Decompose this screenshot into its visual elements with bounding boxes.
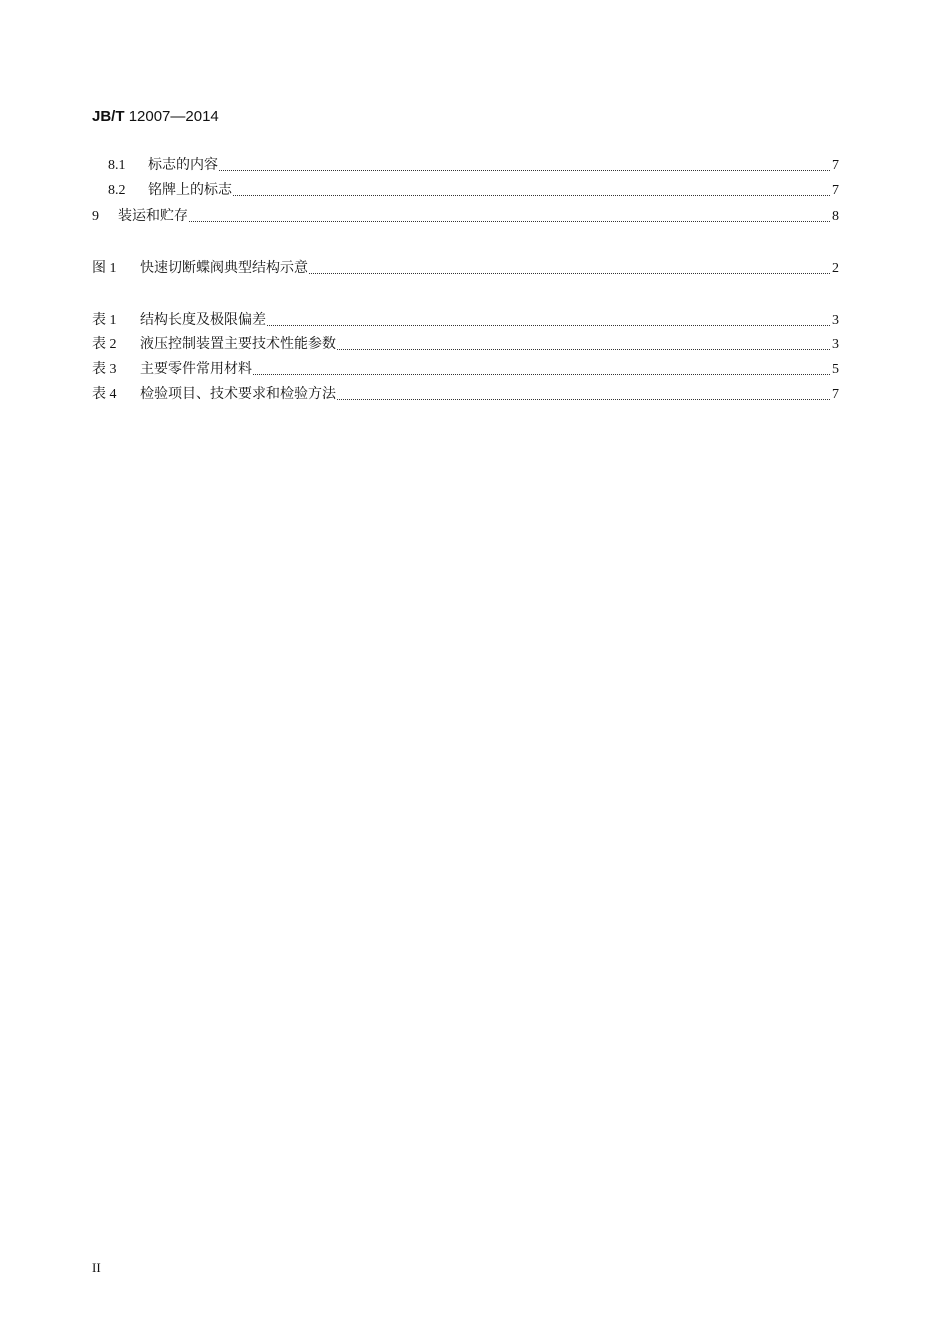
toc-table-3[interactable] [92,359,839,379]
toc-entry-title: 快速切断蝶阀典型结构示意 [140,260,308,276]
toc-entry-number: 表 2 [92,337,117,352]
toc-leader-dots [309,273,830,274]
toc-leader-dots [219,170,830,171]
toc-entry-number: 表 3 [92,362,117,377]
toc-entry-page: 3 [832,337,839,352]
toc-entry-page: 7 [832,158,839,173]
toc-entry-title: 液压控制装置主要技术性能参数 [140,336,336,352]
toc-entry-title: 检验项目、技术要求和检验方法 [140,386,336,402]
toc-entry-title: 标志的内容 [148,157,218,173]
toc-entry-9[interactable] [92,206,839,226]
toc-entry-page: 7 [832,387,839,402]
toc-entry-number: 9 [92,209,99,224]
toc-entry-title: 主要零件常用材料 [140,361,252,377]
toc-entry-number: 表 1 [92,313,117,328]
toc-entry-page: 3 [832,313,839,328]
toc-leader-dots [337,349,830,350]
toc-leader-dots [253,374,830,375]
toc-entry-number: 8.1 [108,158,126,173]
toc-entry-page: 8 [832,209,839,224]
standard-prefix: JB/T [92,108,125,125]
toc-table-2[interactable] [92,334,839,354]
toc-entry-title: 装运和贮存 [118,208,188,224]
toc-entry-page: 7 [832,183,839,198]
page-number-footer: II [92,1260,101,1275]
standard-code: 12007—2014 [128,108,219,125]
toc-leader-dots [233,195,830,196]
toc-entry-title: 结构长度及极限偏差 [140,312,266,328]
toc-leader-dots [189,221,830,222]
toc-entry-number: 8.2 [108,183,126,198]
toc-leader-dots [267,325,830,326]
toc-entry-page: 5 [832,362,839,377]
toc-leader-dots [337,399,830,400]
toc-entry-8-2[interactable] [108,180,839,200]
toc-entry-number: 表 4 [92,387,117,402]
toc-entry-title: 铭牌上的标志 [148,182,232,198]
standard-number-header [92,108,219,125]
toc-figure-1[interactable] [92,258,839,278]
toc-entry-number: 图 1 [92,261,117,276]
toc-entry-page: 2 [832,261,839,276]
toc-table-4[interactable] [92,384,839,404]
toc-table-1[interactable] [92,310,839,330]
toc-entry-8-1[interactable] [108,155,839,175]
